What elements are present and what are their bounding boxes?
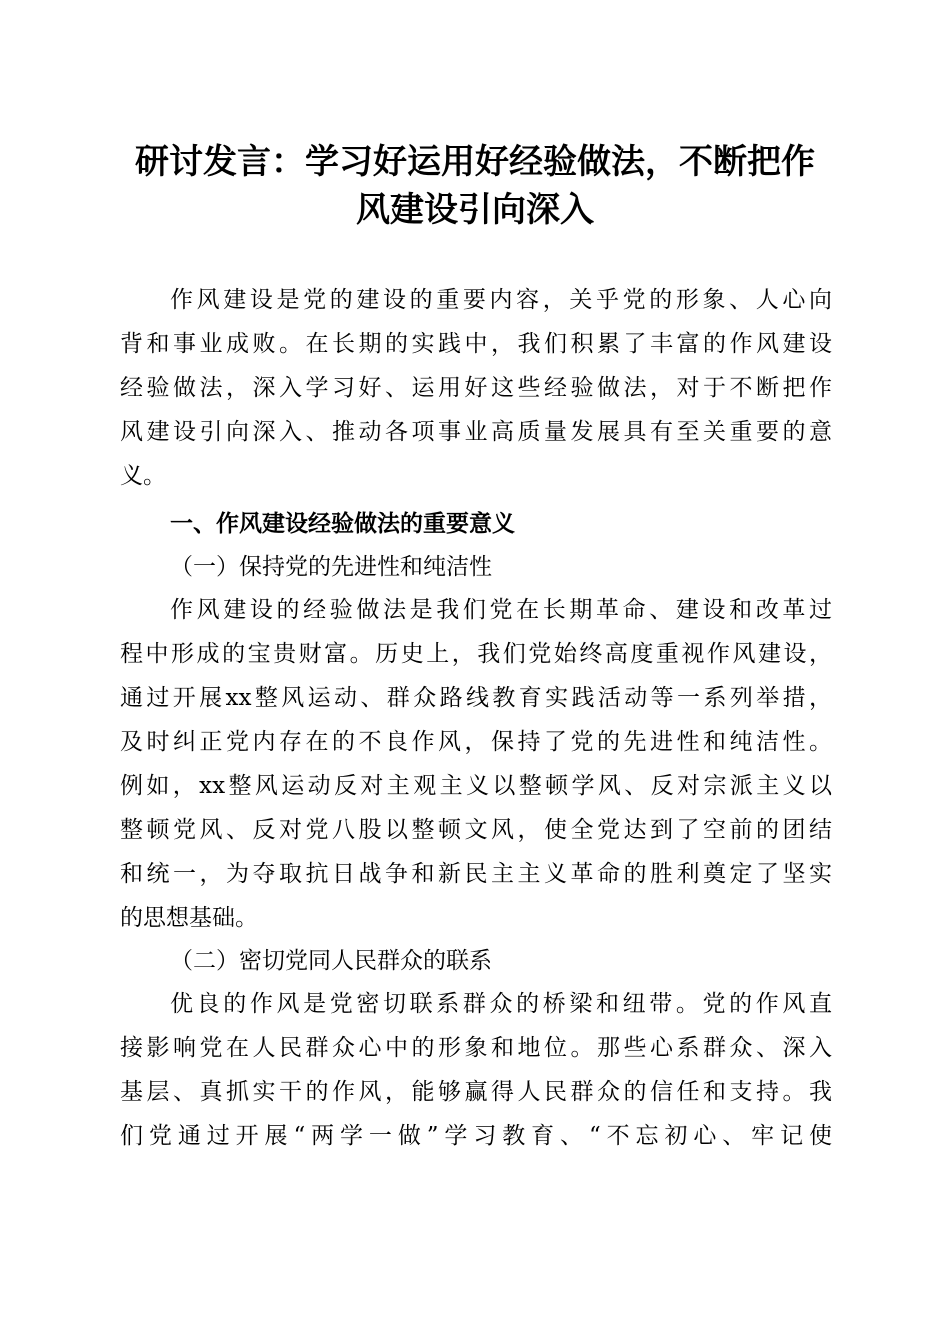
document-body xyxy=(120,278,832,1158)
section-heading-1: 一、作风建设经验做法的重要意义 xyxy=(170,511,515,537)
paragraph-line: 及时纠正党内存在的不良作风，保持了党的先进性和纯洁性。 xyxy=(120,729,832,755)
subsection-heading-2: （二）密切党同人民群众的联系 xyxy=(170,948,492,974)
document-title xyxy=(110,138,840,234)
paragraph-line: 接影响党在人民群众心中的形象和地位。那些心系群众、深入 xyxy=(120,1035,832,1061)
paragraph-line: 的思想基础。 xyxy=(120,905,258,931)
paragraph-line: 整顿党风、反对党八股以整顿文风，使全党达到了空前的团结 xyxy=(120,817,832,843)
paragraph-line: 例如，xx整风运动反对主观主义以整顿学风、反对宗派主义以 xyxy=(120,773,832,799)
intro-paragraph xyxy=(120,278,832,498)
paragraph-line: 义。 xyxy=(120,463,166,489)
paragraph-line: 经验做法，深入学习好、运用好这些经验做法，对于不断把作 xyxy=(120,375,832,401)
paragraph-line: 作风建设是党的建设的重要内容，关乎党的形象、人心向 xyxy=(170,287,832,313)
paragraph-line: 背和事业成败。在长期的实践中，我们积累了丰富的作风建设 xyxy=(120,331,832,357)
subsection-2-paragraph xyxy=(120,982,832,1158)
subsection-1-paragraph xyxy=(120,588,832,940)
paragraph-line: 和统一，为夺取抗日战争和新民主主义革命的胜利奠定了坚实 xyxy=(120,861,832,887)
paragraph-line: 风建设引向深入、推动各项事业高质量发展具有至关重要的意 xyxy=(120,419,832,445)
paragraph-line: 程中形成的宝贵财富。历史上，我们党始终高度重视作风建设， xyxy=(120,641,832,667)
paragraph-line: 基层、真抓实干的作风，能够赢得人民群众的信任和支持。我 xyxy=(120,1079,832,1105)
paragraph-line: 作风建设的经验做法是我们党在长期革命、建设和改革过 xyxy=(170,597,832,623)
paragraph-line: 通过开展xx整风运动、群众路线教育实践活动等一系列举措， xyxy=(120,685,832,711)
title-line-2: 风建设引向深入 xyxy=(356,190,594,230)
title-line-1: 研讨发言：学习好运用好经验做法，不断把作 xyxy=(135,142,815,182)
paragraph-line: 优良的作风是党密切联系群众的桥梁和纽带。党的作风直 xyxy=(170,991,832,1017)
subsection-heading-1: （一）保持党的先进性和纯洁性 xyxy=(170,554,492,580)
paragraph-line: 们党通过开展“两学一做”学习教育、“不忘初心、牢记使 xyxy=(120,1123,832,1149)
